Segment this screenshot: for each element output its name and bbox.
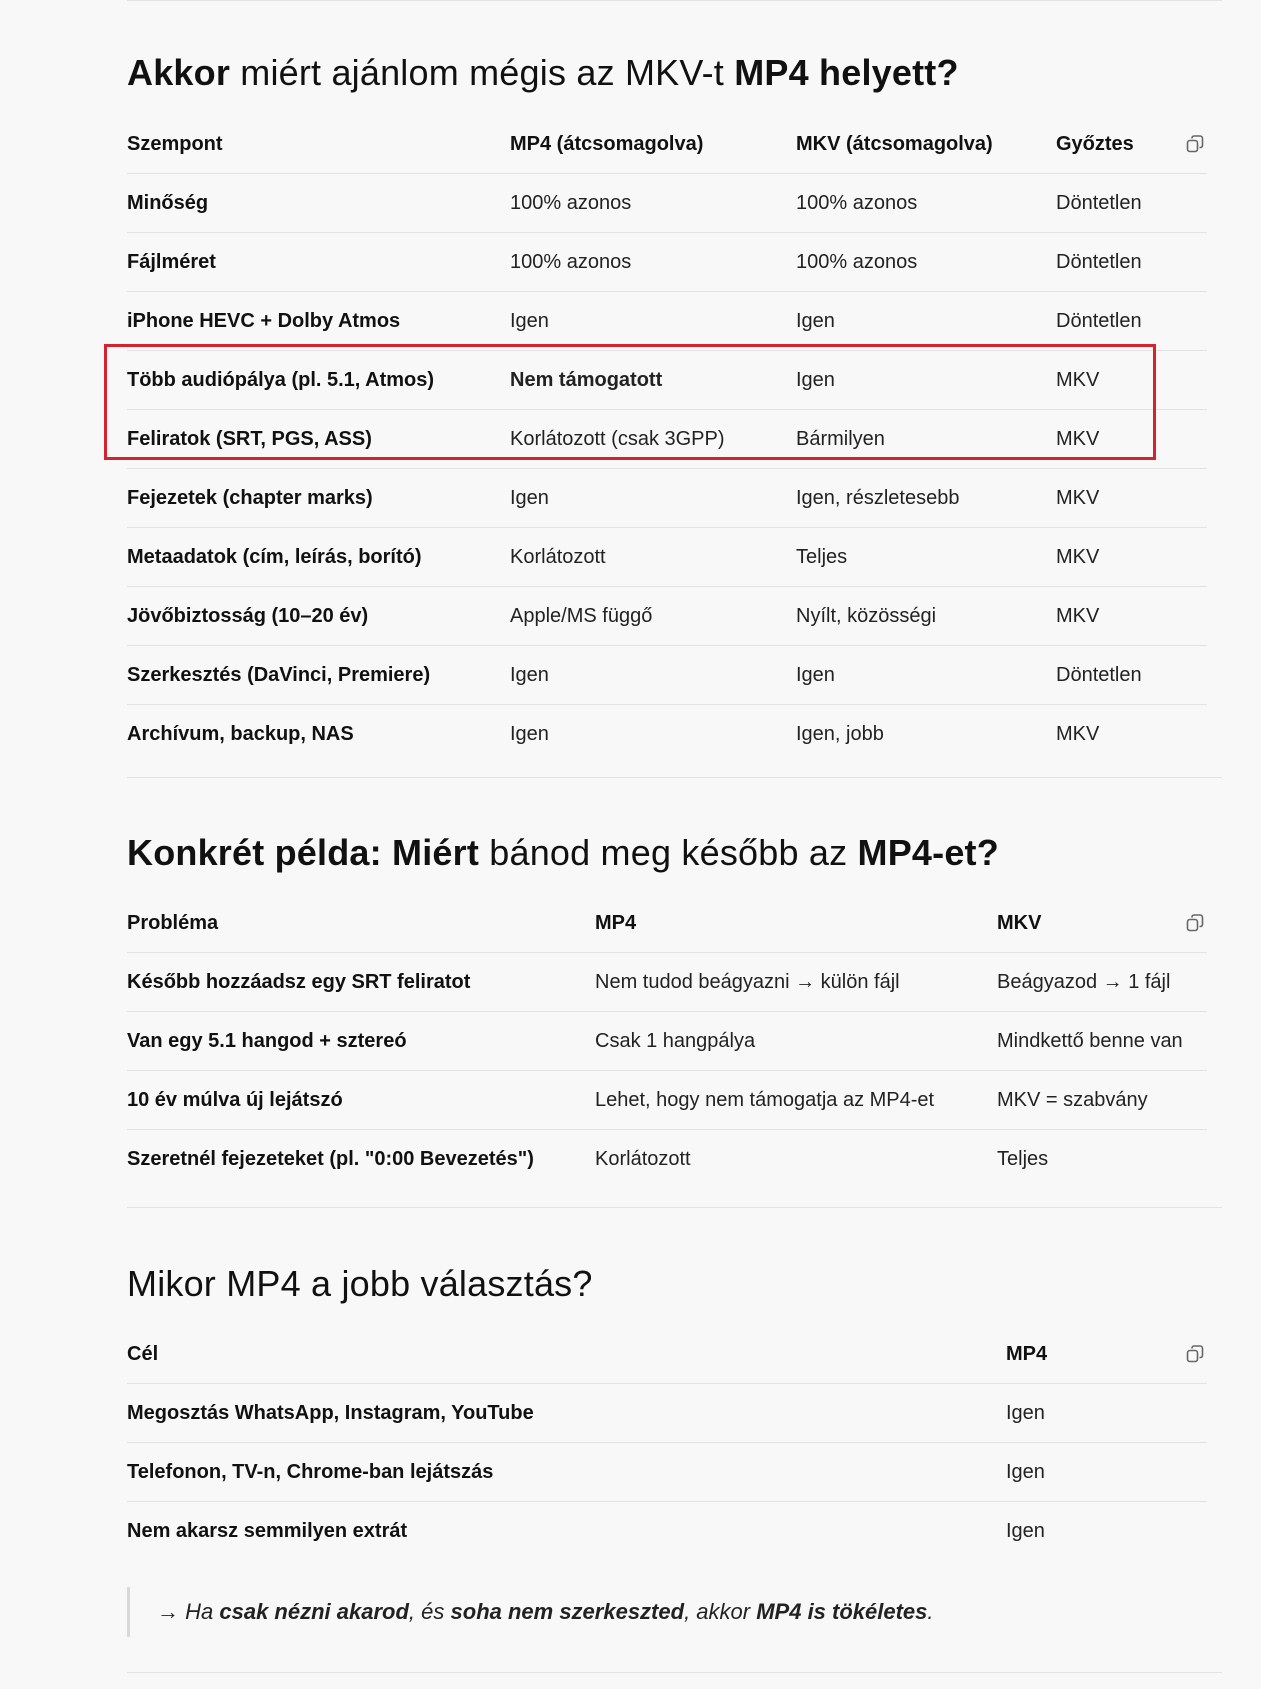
table-header <box>127 894 1207 953</box>
table-cell: Igen <box>510 664 549 686</box>
table-cell: Teljes <box>796 546 848 568</box>
table-cell: Döntetlen <box>1056 192 1142 214</box>
table-row <box>127 528 1207 587</box>
table-row <box>127 646 1207 705</box>
table-row <box>127 233 1207 292</box>
table-row <box>127 1130 1207 1188</box>
table-row <box>127 587 1207 646</box>
table-cell: iPhone HEVC + Dolby Atmos <box>127 310 401 332</box>
section2-title: Konkrét példa: Miért bánod meg később az MP4-et? <box>127 832 999 873</box>
table-cell: Nem támogatott <box>510 369 663 391</box>
table-cell: Igen <box>1006 1402 1045 1424</box>
table-cell: MKV <box>1056 369 1100 391</box>
table-cell: MKV <box>1056 605 1100 627</box>
goal-table <box>127 1325 1207 1560</box>
table-header <box>127 115 1207 174</box>
header-mp4: MP4 <box>1006 1343 1048 1365</box>
header-szempont: Szempont <box>127 133 223 155</box>
header-mkv: MKV (átcsomagolva) <box>796 133 993 155</box>
table-cell: Igen <box>1006 1461 1045 1483</box>
table-cell: Igen, jobb <box>796 723 884 745</box>
table-cell: Csak 1 hangpálya <box>595 1030 756 1052</box>
table-cell: Feliratok (SRT, PGS, ASS) <box>127 428 372 450</box>
copy-icon[interactable] <box>1185 134 1205 154</box>
table-cell: Megosztás WhatsApp, Instagram, YouTube <box>127 1402 534 1424</box>
header-mp4: MP4 (átcsomagolva) <box>510 133 704 155</box>
table-cell: MKV = szabvány <box>997 1089 1148 1111</box>
section3-title: Mikor MP4 a jobb választás? <box>127 1263 593 1304</box>
table-row <box>127 705 1207 763</box>
table-row <box>127 469 1207 528</box>
note-blockquote: → Ha csak nézni akarod, és soha nem szerkeszted, akkor MP4 is tökéletes. <box>127 1587 934 1637</box>
header-cel: Cél <box>127 1343 159 1365</box>
table-cell: Nem akarsz semmilyen extrát <box>127 1520 408 1542</box>
table-cell: Mindkettő benne van <box>997 1030 1183 1052</box>
table-row <box>127 1384 1207 1443</box>
table-cell: 100% azonos <box>796 251 918 273</box>
table-cell: Beágyazod → 1 fájl <box>997 971 1171 993</box>
table-cell: Igen <box>1006 1520 1045 1542</box>
table-cell: Apple/MS függő <box>510 605 653 627</box>
header-problema: Probléma <box>127 912 219 934</box>
table-cell: 100% azonos <box>510 192 632 214</box>
table-row <box>127 292 1207 351</box>
table-cell: Korlátozott <box>510 546 606 568</box>
problem-table <box>127 894 1207 1188</box>
table-cell: Archívum, backup, NAS <box>127 723 354 745</box>
section-divider <box>127 1207 1222 1208</box>
table-row <box>127 1071 1207 1130</box>
table-row <box>127 1502 1207 1560</box>
table-row <box>127 1012 1207 1071</box>
top-divider <box>127 0 1222 1</box>
header-mkv: MKV <box>997 912 1042 934</box>
table-cell: Döntetlen <box>1056 310 1142 332</box>
highlight-box <box>104 344 1156 460</box>
table-cell: Jövőbiztosság (10–20 év) <box>127 605 369 627</box>
table-cell: Igen, részletesebb <box>796 487 960 509</box>
table-cell: Igen <box>796 664 835 686</box>
table-cell: Igen <box>796 369 835 391</box>
table-cell: Nem tudod beágyazni → külön fájl <box>595 971 900 993</box>
table-cell: Igen <box>510 310 549 332</box>
table-cell: Szeretnél fejezeteket (pl. "0:00 Bevezetés") <box>127 1148 534 1170</box>
table-cell: Bármilyen <box>796 428 885 450</box>
table-row <box>127 174 1207 233</box>
copy-icon[interactable] <box>1185 1344 1205 1364</box>
table-cell: Lehet, hogy nem támogatja az MP4-et <box>595 1089 935 1111</box>
table-row <box>127 953 1207 1012</box>
table-cell: Döntetlen <box>1056 251 1142 273</box>
section1-title: Akkor miért ajánlom mégis az MKV-t MP4 helyett? <box>127 52 959 93</box>
copy-icon[interactable] <box>1185 913 1205 933</box>
bottom-divider <box>127 1672 1222 1673</box>
table-cell: MKV <box>1056 723 1100 745</box>
table-cell: Korlátozott (csak 3GPP) <box>510 428 725 450</box>
table-cell: MKV <box>1056 428 1100 450</box>
header-gyoztes: Győztes <box>1056 133 1134 155</box>
table-cell: Szerkesztés (DaVinci, Premiere) <box>127 664 431 686</box>
table-cell: Igen <box>510 487 549 509</box>
table-cell: Igen <box>510 723 549 745</box>
table-cell: Teljes <box>997 1148 1049 1170</box>
table-cell: 100% azonos <box>510 251 632 273</box>
table-cell: 10 év múlva új lejátszó <box>127 1089 343 1111</box>
table-cell: Később hozzáadsz egy SRT feliratot <box>127 971 471 993</box>
table-cell: Minőség <box>127 192 209 214</box>
table-cell: Telefonon, TV-n, Chrome-ban lejátszás <box>127 1461 494 1483</box>
header-mp4: MP4 <box>595 912 637 934</box>
section-divider <box>127 777 1222 778</box>
table-cell: Fejezetek (chapter marks) <box>127 487 373 509</box>
table-cell: 100% azonos <box>796 192 918 214</box>
table-cell: Több audiópálya (pl. 5.1, Atmos) <box>127 369 435 391</box>
table-cell: Igen <box>796 310 835 332</box>
table-cell: Korlátozott <box>595 1148 691 1170</box>
table-cell: Nyílt, közösségi <box>796 605 937 627</box>
table-cell: Metaadatok (cím, leírás, borító) <box>127 546 422 568</box>
table-row <box>127 1443 1207 1502</box>
table-cell: MKV <box>1056 546 1100 568</box>
table-cell: Van egy 5.1 hangod + sztereó <box>127 1030 407 1052</box>
table-cell: Fájlméret <box>127 251 216 273</box>
table-header <box>127 1325 1207 1384</box>
table-cell: MKV <box>1056 487 1100 509</box>
table-cell: Döntetlen <box>1056 664 1142 686</box>
